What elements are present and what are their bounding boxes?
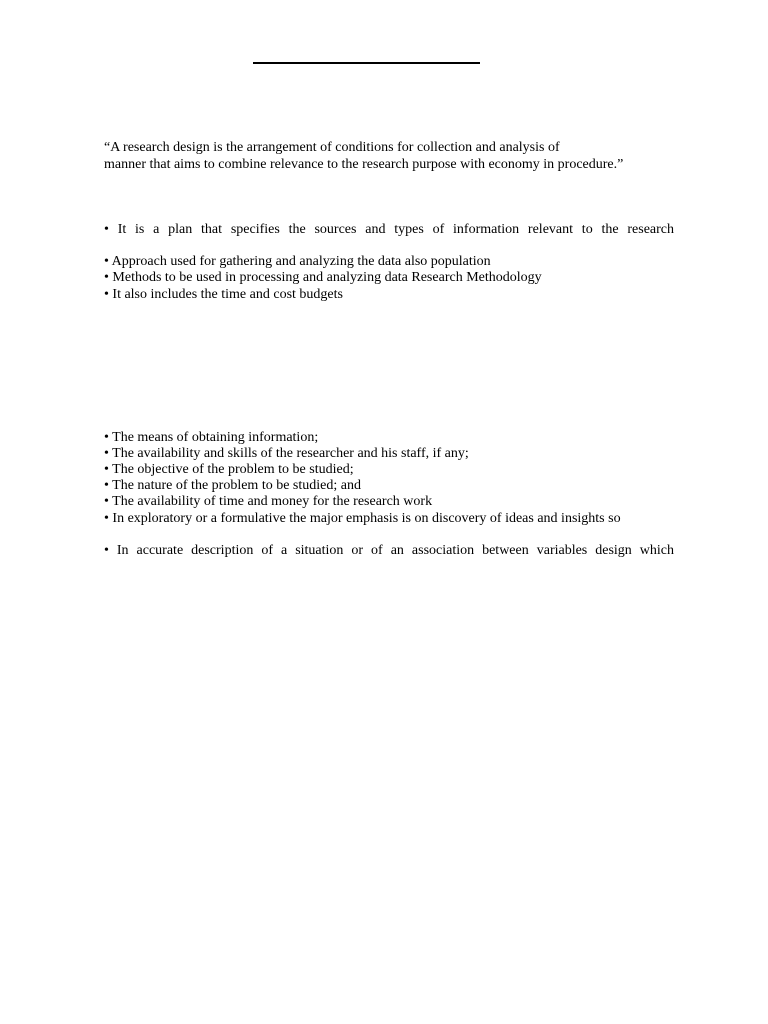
feature-item-plan: • It is a plan that specifies the sources and types of information relevant to the research — [104, 222, 674, 237]
definition-line-2: manner that aims to combine relevance to the research purpose with economy in procedure.” — [104, 157, 624, 172]
factor-item-descriptive: • In accurate description of a situation or of an association between variables design which — [104, 543, 674, 558]
feature-item-methods: • Methods to be used in processing and analyzing data Research Methodology — [104, 270, 542, 285]
feature-item-approach: • Approach used for gathering and analyzing the data also population — [104, 254, 491, 269]
definition-line-1: “A research design is the arrangement of conditions for collection and analysis of — [104, 140, 560, 155]
factor-item-exploratory: • In exploratory or a formulative the major emphasis is on discovery of ideas and insights so — [104, 511, 621, 526]
factor-item-objective: • The objective of the problem to be studied; — [104, 462, 354, 477]
factor-item-time-money: • The availability of time and money for the research work — [104, 494, 433, 509]
title-underline — [253, 62, 480, 64]
factor-item-nature: • The nature of the problem to be studied; and — [104, 478, 361, 493]
factor-item-skills: • The availability and skills of the researcher and his staff, if any; — [104, 446, 469, 461]
feature-item-budgets: • It also includes the time and cost budgets — [104, 287, 343, 302]
factor-item-means: • The means of obtaining information; — [104, 430, 319, 445]
